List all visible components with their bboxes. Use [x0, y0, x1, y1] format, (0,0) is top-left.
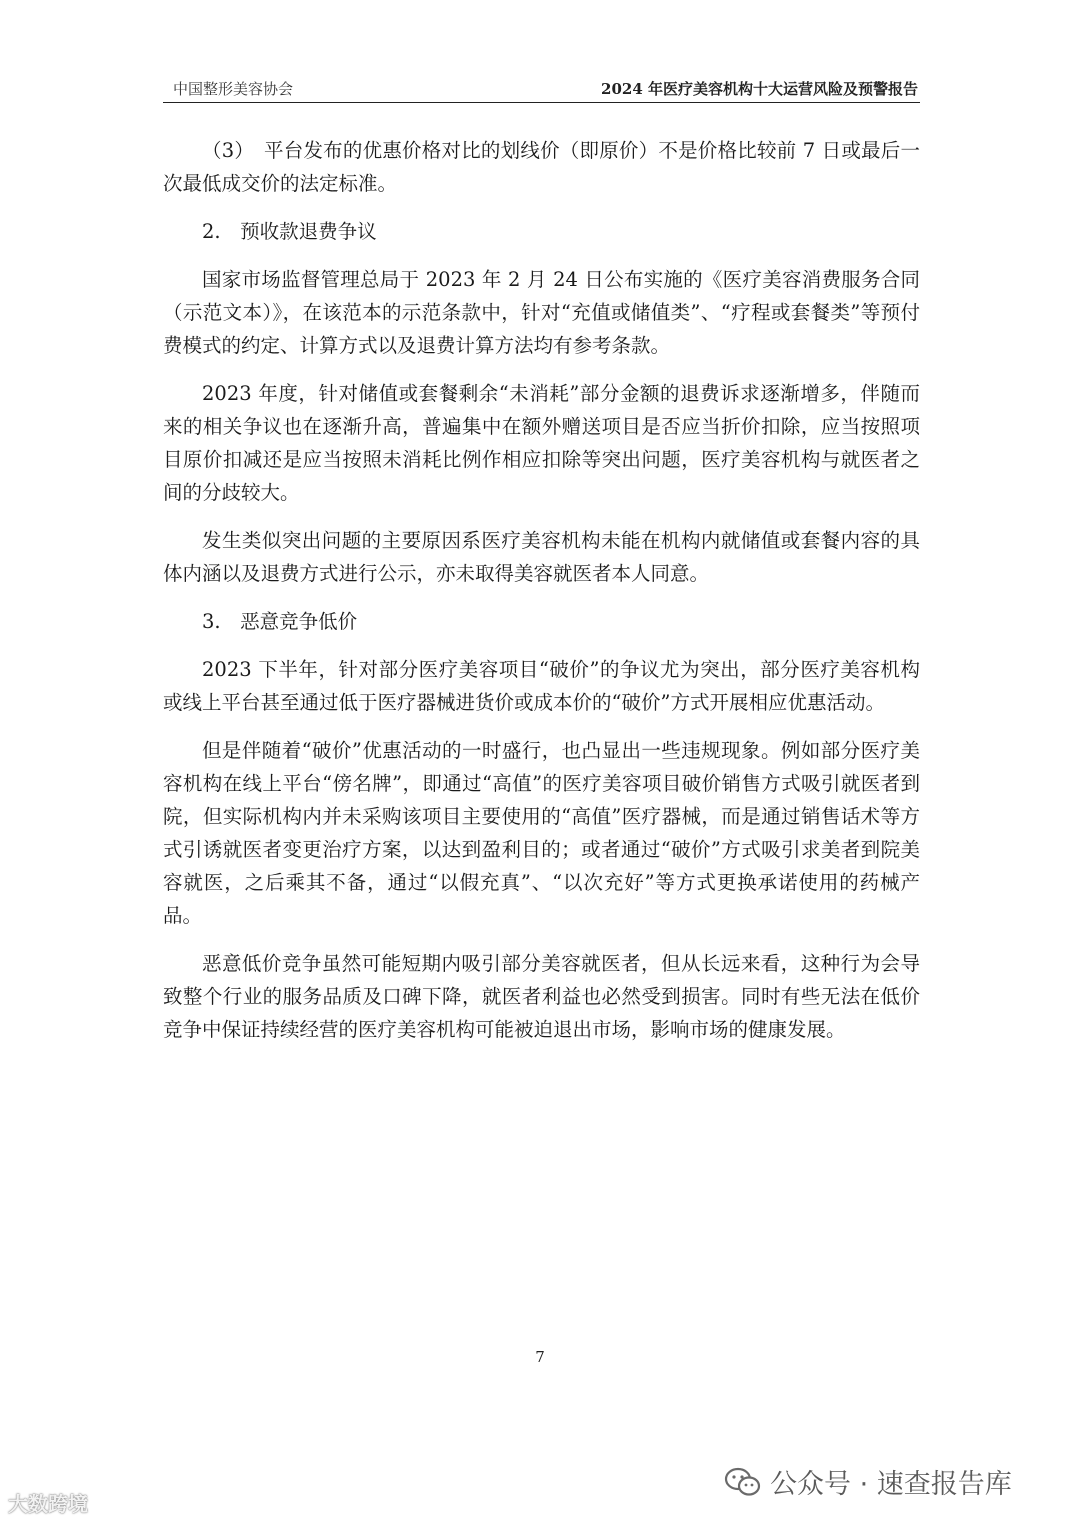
- section-heading: 2. 预收款退费争议: [202, 220, 377, 243]
- document-body: [163, 134, 920, 1061]
- section-heading: 3. 恶意竞争低价: [202, 610, 358, 633]
- paragraph: 国家市场监督管理总局于 2023 年 2 月 24 日公布实施的《医疗美容消费服务合同（示范文本）》，在该范本的示范条款中，针对“充值或储值类”、“疗程或套餐类”等预付费模式的约定、计算方式以及退费计算方法均有参考条款。: [163, 268, 920, 357]
- paragraph: （3） 平台发布的优惠价格对比的划线价（即原价）不是价格比较前 7 日或最后一次最低成交价的法定标准。: [163, 139, 920, 195]
- paragraph: 恶意低价竞争虽然可能短期内吸引部分美容就医者，但从长远来看，这种行为会导致整个行业的服务品质及口碑下降，就医者利益也必然受到损害。同时有些无法在低价竞争中保证持续经营的医疗美容机构可能被迫退出市场，影响市场的健康发展。: [163, 952, 920, 1041]
- watermark-right: [724, 1462, 1012, 1501]
- watermark-left: 大数跨境: [8, 1492, 88, 1516]
- watermark-right-label: 公众号 · 速查报告库: [770, 1469, 1012, 1500]
- page-number: 7: [535, 1348, 545, 1366]
- paragraph: 但是伴随着“破价”优惠活动的一时盛行，也凸显出一些违规现象。例如部分医疗美容机构在线上平台“傍名牌”，即通过“高值”的医疗美容项目破价销售方式吸引就医者到院，但实际机构内并未采购该项目主要使用的“高值”医疗器械，而是通过销售话术等方式引诱就医者变更治疗方案，以达到盈利目的；或者通过“破价”方式吸引求美者到院美容就医，之后乘其不备，通过“以假充真”、“以次充好”等方式更换承诺使用的药械产品。: [163, 739, 920, 927]
- header-report-title: 2024 年医疗美容机构十大运营风险及预警报告: [601, 80, 918, 98]
- paragraph: 2023 年度，针对储值或套餐剩余“未消耗”部分金额的退费诉求逐渐增多，伴随而来的相关争议也在逐渐升高，普遍集中在额外赠送项目是否应当折价扣除，应当按照项目原价扣减还是应当按照未消耗比例作相应扣除等突出问题，医疗美容机构与就医者之间的分歧较大。: [163, 382, 920, 504]
- paragraph: 发生类似突出问题的主要原因系医疗美容机构未能在机构内就储值或套餐内容的具体内涵以及退费方式进行公示，亦未取得美容就医者本人同意。: [163, 529, 920, 585]
- paragraph: 2023 下半年，针对部分医疗美容项目“破价”的争议尤为突出，部分医疗美容机构或线上平台甚至通过低于医疗器械进货价或成本价的“破价”方式开展相应优惠活动。: [163, 658, 920, 714]
- header-org: 中国整形美容协会: [173, 80, 294, 98]
- wechat-icon: [724, 1466, 762, 1498]
- page-header: [163, 74, 920, 103]
